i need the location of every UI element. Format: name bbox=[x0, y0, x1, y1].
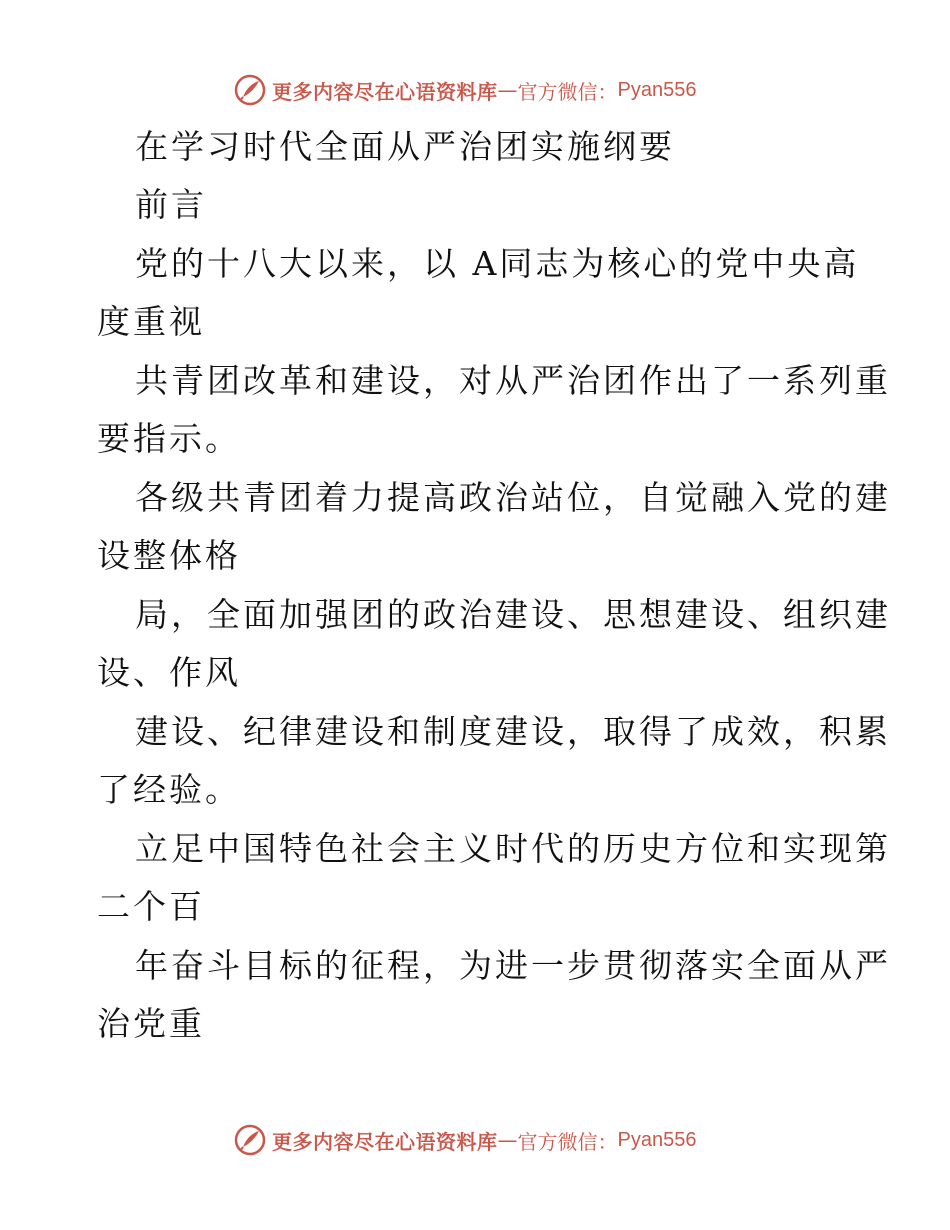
watermark-wechat-label: 官方微信： bbox=[517, 1129, 618, 1154]
paragraph-line: 治党重 bbox=[97, 1004, 205, 1043]
watermark-separator: — bbox=[497, 78, 518, 102]
document-title: 在学习时代全面从严治团实施纲要 bbox=[135, 127, 675, 166]
watermark-separator: — bbox=[497, 1128, 518, 1152]
header-watermark bbox=[234, 73, 696, 107]
watermark-brand: 更多内容尽在心语资料库 bbox=[272, 1129, 498, 1154]
quill-logo-icon bbox=[234, 74, 266, 106]
paragraph-line: 共青团改革和建设，对从严治团作出了一系列重 bbox=[135, 361, 891, 400]
paragraph-line: 设、作风 bbox=[97, 653, 241, 692]
paragraph-line: 要指示。 bbox=[97, 419, 241, 458]
paragraph-line: 建设、纪律建设和制度建设，取得了成效，积累 bbox=[135, 712, 891, 751]
paragraph-line: 了经验。 bbox=[97, 770, 241, 809]
paragraph-line: 二个百 bbox=[97, 887, 205, 926]
paragraph-line: 度重视 bbox=[97, 302, 205, 341]
paragraph-line: 局，全面加强团的政治建设、思想建设、组织建 bbox=[135, 595, 891, 634]
paragraph-line: 年奋斗目标的征程，为进一步贯彻落实全面从严 bbox=[135, 946, 891, 985]
watermark-brand: 更多内容尽在心语资料库 bbox=[272, 79, 498, 104]
watermark-wechat-id: Pyan556 bbox=[617, 1128, 697, 1151]
watermark-wechat-label: 官方微信： bbox=[517, 79, 618, 104]
section-heading: 前言 bbox=[135, 185, 207, 224]
watermark-wechat-id: Pyan556 bbox=[617, 78, 697, 101]
paragraph-line: 党的十八大以来，以 A同志为核心的党中央高 bbox=[135, 244, 860, 283]
quill-logo-icon bbox=[234, 1124, 266, 1156]
footer-watermark bbox=[234, 1123, 696, 1157]
paragraph-line: 立足中国特色社会主义时代的历史方位和实现第 bbox=[135, 829, 891, 868]
paragraph-line: 各级共青团着力提高政治站位，自觉融入党的建 bbox=[135, 478, 891, 517]
paragraph-line: 设整体格 bbox=[97, 536, 241, 575]
